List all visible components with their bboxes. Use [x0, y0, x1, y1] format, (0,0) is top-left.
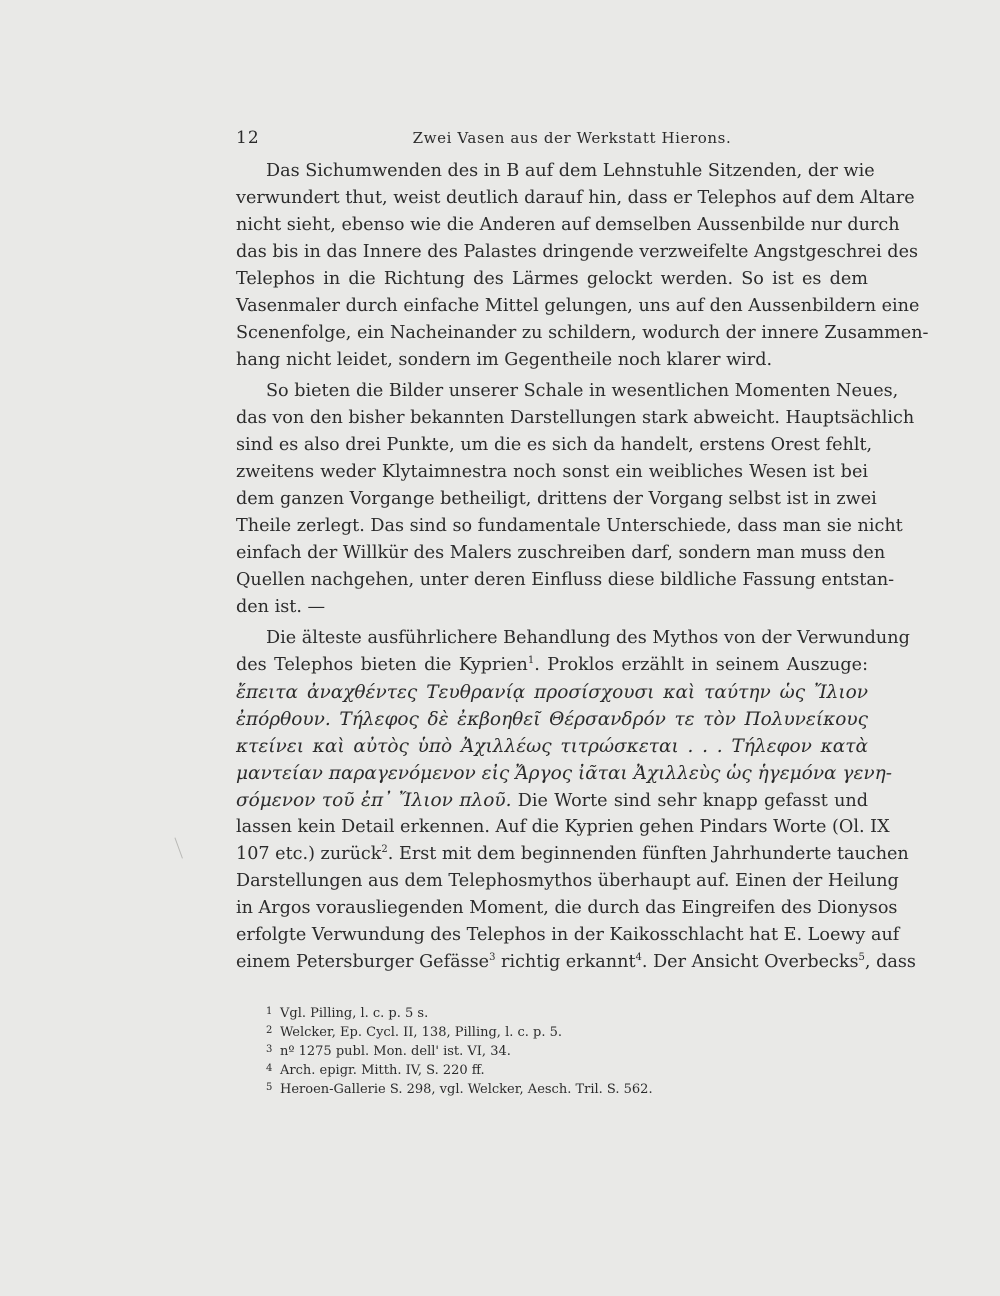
text-line	[236, 652, 868, 679]
footnote-text: Heroen-Gallerie S. 298, vgl. Welcker, Aesch. Tril. S. 562.	[280, 1082, 653, 1097]
text-line: hang nicht leidet, sondern im Gegentheile noch klarer wird.	[236, 350, 773, 370]
footnote-number: 3	[266, 1044, 273, 1055]
margin-mark	[174, 835, 188, 858]
paragraph-2	[236, 378, 915, 621]
text-line: lassen kein Detail erkennen. Auf die Kyprien gehen Pindars Worte (Ol. IX	[236, 817, 890, 837]
text-line	[236, 949, 916, 976]
text-span: . Der Ansicht Overbecks	[641, 952, 859, 972]
text-span: des Telephos bieten die Kyprien	[236, 655, 528, 675]
text-span: 107 etc.) zurück	[236, 844, 382, 864]
text-line: dem ganzen Vorgange betheiligt, drittens der Vorgang selbst ist in zwei	[236, 489, 877, 509]
footnote-ref: 1	[527, 655, 535, 666]
text-line: Darstellungen aus dem Telephosmythos überhaupt auf. Einen der Heilung	[236, 871, 899, 891]
footnote-text: Vgl. Pilling, l. c. p. 5 s.	[280, 1006, 429, 1021]
paragraph-1	[236, 158, 929, 374]
greek-quote-span: σόμενον τοῦ ἐπ᾽ Ἴλιον πλοῦ.	[236, 790, 512, 811]
text-line: Telephos in die Richtung des Lärmes gelockt werden. So ist es dem	[236, 269, 868, 289]
footnote	[266, 1059, 866, 1078]
text-line: den ist. —	[236, 597, 326, 617]
footnote-number: 1	[266, 1006, 273, 1017]
text-line: einfach der Willkür des Malers zuschreiben darf, sondern man muss den	[236, 543, 886, 563]
text-line: So bieten die Bilder unserer Schale in wesentlichen Momenten Neues,	[266, 381, 899, 401]
footnote-text: Welcker, Ep. Cycl. II, 138, Pilling, l. c. p. 5.	[280, 1025, 563, 1040]
footnote	[266, 1002, 866, 1021]
text-span: . Proklos erzählt in seinem Auszuge:	[534, 655, 868, 675]
running-title: Zwei Vasen aus der Werkstatt Hierons.	[412, 129, 732, 147]
text-span: richtig erkannt	[495, 952, 636, 972]
footnote	[266, 1021, 866, 1040]
footnote-ref: 3	[489, 952, 496, 963]
text-line: Quellen nachgehen, unter deren Einfluss diese bildliche Fassung entstan-	[236, 570, 895, 590]
text-line: Die älteste ausführlichere Behandlung des Mythos von der Verwundung	[266, 628, 910, 648]
footnote-ref: 5	[858, 952, 865, 963]
page-header	[236, 128, 868, 152]
text-line: Theile zerlegt. Das sind so fundamentale Unterschiede, dass man sie nicht	[236, 516, 903, 536]
greek-quote-line: κτείνει καὶ αὐτὸς ὑπὸ Ἀχιλλέως τιτρώσκεται . . . Τήλεφον κατὰ	[236, 736, 868, 757]
text-span: einem Petersburger Gefässe	[236, 952, 490, 972]
text-line: das bis in das Innere des Palastes dringende verzweifelte Angstgeschrei des	[236, 242, 919, 262]
text-line: das von den bisher bekannten Darstellungen stark abweicht. Hauptsächlich	[236, 408, 915, 428]
text-span: Die Worte sind sehr knapp gefasst und	[511, 791, 868, 811]
text-span: , dass	[864, 952, 916, 972]
footnote	[266, 1040, 866, 1059]
footnote-text: nº 1275 publ. Mon. dell' ist. VI, 34.	[280, 1044, 511, 1059]
footnote	[266, 1078, 866, 1097]
text-line: zweitens weder Klytaimnestra noch sonst ein weibliches Wesen ist bei	[236, 462, 868, 482]
footnotes	[266, 1002, 866, 1097]
footnote-ref: 4	[635, 952, 642, 963]
text-line: verwundert thut, weist deutlich darauf hin, dass er Telephos auf dem Altare	[236, 188, 915, 208]
text-line: nicht sieht, ebenso wie die Anderen auf demselben Aussenbilde nur durch	[236, 215, 900, 235]
footnote-number: 2	[266, 1025, 273, 1036]
footnote-text: Arch. epigr. Mitth. IV, S. 220 ff.	[280, 1063, 485, 1078]
text-line	[236, 787, 868, 814]
text-line: erfolgte Verwundung des Telephos in der Kaikosschlacht hat E. Loewy auf	[236, 925, 900, 945]
text-line: sind es also drei Punkte, um die es sich da handelt, erstens Orest fehlt,	[236, 435, 873, 455]
text-span: . Erst mit dem beginnenden fünften Jahrhunderte tauchen	[387, 844, 909, 864]
footnote-ref: 2	[381, 844, 388, 855]
text-line: Das Sichumwenden des in B auf dem Lehnstuhle Sitzenden, der wie	[266, 161, 875, 181]
footnote-number: 5	[266, 1082, 273, 1093]
greek-quote-line: ἔπειτα ἀναχθέντες Τευθρανίᾳ προσίσχουσι καὶ ταύτην ὡς Ἴλιον	[236, 682, 868, 703]
text-line	[236, 841, 909, 868]
text-line: Scenenfolge, ein Nacheinander zu schildern, wodurch der innere Zusammen-	[236, 323, 929, 343]
paragraph-3	[236, 625, 916, 976]
greek-quote-line: μαντείαν παραγενόμενον εἰς Ἄργος ἰᾶται Ἀχιλλεὺς ὡς ἡγεμόνα γενη-	[236, 763, 893, 784]
greek-quote-line: ἐπόρθουν. Τήλεφος δὲ ἐκβοηθεῖ Θέρσανδρόν τε τὸν Πολυνείκους	[236, 709, 868, 730]
footnote-number: 4	[266, 1063, 273, 1074]
main-text	[236, 158, 929, 976]
text-line: Vasenmaler durch einfache Mittel gelungen, uns auf den Aussenbildern eine	[236, 296, 920, 316]
page-number: 12	[236, 128, 260, 148]
text-line: in Argos vorausliegenden Moment, die durch das Eingreifen des Dionysos	[236, 898, 898, 918]
